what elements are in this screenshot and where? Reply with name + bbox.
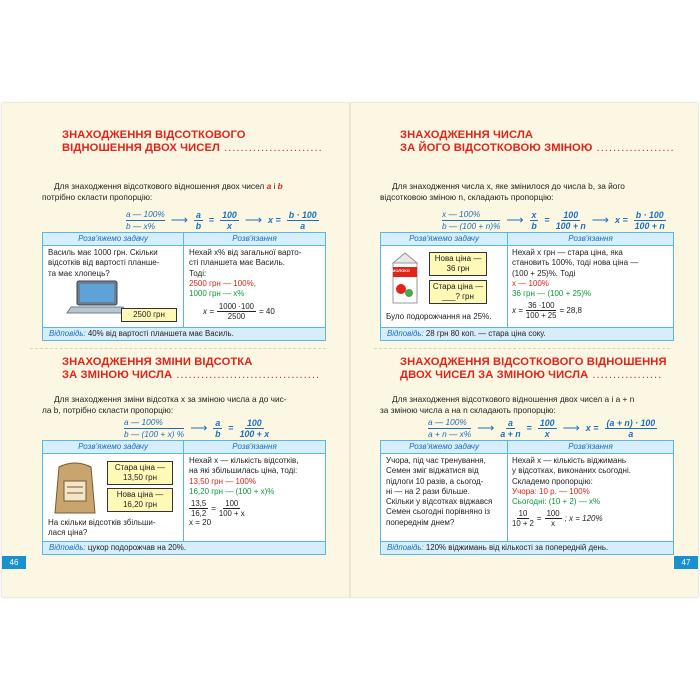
task-line: На скільки відсотків збільши- (48, 518, 156, 527)
title-line-1: ЗНАХОДЖЕННЯ ЗМІНИ ВІДСОТКА (62, 356, 253, 368)
solution-line: 16,20 грн — (100 + x)% (189, 486, 275, 496)
old-price-tag (429, 280, 487, 304)
price-tag-line: 13,50 грн (122, 473, 158, 482)
fraction-2 (556, 210, 586, 231)
proportion-line-1: a — 100% (124, 417, 184, 429)
fraction-1 (500, 418, 520, 439)
solution-header: Розв'язання (184, 441, 325, 454)
title-dots: ................. (588, 369, 663, 381)
price-tag-line: 16,20 грн (122, 500, 158, 509)
task-text (48, 518, 180, 539)
task-line: підлоги 10 разів, а сьогод- (386, 476, 484, 486)
fraction-num: 100 (546, 509, 560, 519)
book-spread (2, 103, 698, 597)
answer-text: 120% віджимань від кількості за попередній день. (423, 543, 609, 552)
conj: і (271, 181, 278, 191)
fraction-den: 100 + n (634, 220, 665, 231)
var-b: b (277, 181, 283, 191)
section-title (62, 129, 332, 155)
page-number: 47 (674, 556, 698, 569)
fraction-num: b · 100 (635, 209, 664, 220)
fraction-num: (a + n) · 100 (606, 417, 656, 428)
fraction-num: 36 ·100 (527, 301, 555, 311)
fraction-num: a (508, 417, 513, 428)
solution-line: сті планшета має Василь. (189, 258, 285, 268)
solution-line: Нехай x грн — стара ціна, яка (512, 248, 623, 257)
calc-fraction (545, 509, 562, 528)
formula-lhs: x = (615, 215, 628, 225)
fraction-num: a (215, 417, 221, 428)
task-line: Учора, під час тренування, (386, 456, 486, 465)
fraction-1 (213, 418, 222, 439)
solution-calc (189, 302, 323, 321)
fraction-num: 1000 ·100 (218, 302, 255, 312)
laptop-icon (65, 279, 129, 315)
solution-text (189, 456, 323, 528)
fraction-den: x (551, 519, 556, 529)
calc-equals: = (211, 503, 216, 513)
calc-equals: = (536, 513, 542, 523)
section-title (62, 356, 332, 382)
title-line-2 (62, 142, 332, 155)
box-divider (183, 441, 184, 541)
box-divider (183, 233, 184, 327)
solution-calc (512, 509, 670, 528)
fraction-den: a (628, 428, 634, 439)
task-text (386, 456, 506, 528)
calc-fraction (512, 509, 534, 528)
calc-lhs: x = (512, 305, 523, 315)
task-text (48, 248, 180, 279)
solution-line: Нехай x — кількість віджимань (512, 456, 627, 465)
fraction-3 (287, 210, 319, 231)
title-line-2 (400, 142, 690, 155)
title-dots: ................................... (172, 369, 321, 381)
proportion-line-2: b — x% (126, 221, 156, 231)
fraction-num: b · 100 (288, 209, 317, 220)
fraction-num: 13,5 (191, 499, 207, 509)
fraction-num: 10 (518, 509, 528, 519)
arrow-icon: ⟶ (477, 421, 495, 435)
solution-text (512, 456, 670, 528)
answer-text: цукор подорожчав на 20%. (85, 543, 187, 552)
solution-line: x — 100% (512, 278, 549, 288)
intro-text-a: Для знаходження відсоткового відношення двох чисел (54, 181, 267, 191)
price-tag-line: Стара ціна — (432, 282, 484, 291)
equals-sign: = (228, 423, 234, 433)
task-line: попереднім днем? (386, 517, 455, 527)
proportion (124, 417, 184, 439)
intro-text-b: потрібно скласти пропорцію: (42, 192, 153, 202)
fraction-3 (605, 418, 658, 439)
fraction-1 (530, 210, 539, 231)
task-line: ні — на 2 рази більше. (386, 486, 470, 496)
intro-text (380, 181, 672, 203)
fraction-den: x (544, 428, 550, 439)
fraction-den: 16,2 (191, 509, 207, 519)
price-tag: 2500 грн (121, 308, 177, 322)
task-header: Розв'яжемо задачу (381, 233, 507, 246)
fraction-2 (220, 210, 239, 231)
example-box (42, 440, 326, 555)
task-line: Семен сьогодні порівняно із (386, 507, 491, 517)
price-tag-line: Нова ціна — (434, 254, 482, 263)
formula-lhs: x = (585, 423, 599, 433)
box-divider (507, 233, 508, 327)
solution-text (512, 248, 670, 320)
intro-text (42, 181, 332, 203)
calc-fraction (219, 499, 245, 518)
fraction-den: 100 + 25 (525, 311, 557, 321)
proportion-line-2: a + n — x% (428, 429, 472, 439)
fraction-1 (194, 210, 203, 231)
arrow-icon: ⟶ (170, 213, 188, 227)
proportion-line-2: b — (100 + n)% (442, 221, 501, 231)
fraction-den: 2500 (227, 312, 246, 322)
solution-header: Розв'язання (508, 233, 673, 246)
arrow-icon: ⟶ (244, 213, 263, 227)
title-line-1: ЗНАХОДЖЕННЯ ЧИСЛА (400, 129, 534, 141)
milk-carton-icon (389, 251, 421, 305)
arrow-icon: ⟶ (190, 421, 208, 435)
calc-fraction (189, 499, 208, 518)
task-line: Скільки у відсотках віджався (386, 497, 493, 507)
formula-lhs: x = (268, 215, 281, 225)
proportion (428, 417, 471, 439)
fraction-2 (240, 418, 270, 439)
solution-line: 1000 грн — x% (189, 289, 245, 299)
fraction-den: 100 + n (555, 220, 586, 231)
task-header: Розв'яжемо задачу (43, 441, 183, 454)
solution-header: Розв'язання (184, 233, 325, 246)
example-box (42, 232, 326, 341)
solution-line: x = 20 (189, 518, 212, 528)
fraction-den: 10 + 2 (512, 519, 534, 529)
intro-line-2: за зміною числа a на n складають пропорцію: (380, 405, 556, 415)
task-line: Василь має 1000 грн. Скільки (48, 248, 158, 257)
answer-text: 28 грн 80 коп. — стара ціна соку. (423, 329, 546, 338)
box-divider (507, 441, 508, 541)
new-price-tag (429, 252, 487, 276)
title-line-1: ЗНАХОДЖЕННЯ ВІДСОТКОВОГО (62, 129, 246, 141)
fraction-den: 100 + x (239, 428, 270, 439)
solution-line: 36 грн — (100 + 25)% (512, 289, 592, 299)
calc-fraction (217, 302, 256, 321)
intro-line-2: відсотковою зміною n, складають пропорцію: (380, 192, 554, 202)
intro-text (380, 394, 672, 416)
task-text (386, 312, 506, 322)
task-line: Було подорожчання на 25%. (386, 312, 492, 321)
calc-rhs: = 28,8 (559, 305, 582, 315)
title-line-2 (400, 369, 695, 382)
fraction-den: 100 + x (218, 509, 245, 519)
solution-calc (189, 499, 323, 518)
fraction-den: b (531, 220, 537, 231)
answer-row (43, 327, 325, 340)
intro-line-1: Для знаходження числа x, яке змінилося до числа b, за його (392, 181, 625, 191)
equals-sign: = (526, 423, 532, 433)
section-title (400, 129, 690, 155)
calc-fraction (526, 301, 557, 320)
fraction-num: 100 (225, 499, 239, 509)
solution-line: 13,50 грн — 100% (189, 476, 256, 486)
proportion-line-1: a — 100% (428, 417, 471, 429)
fraction-num: x (531, 209, 537, 220)
formula-row (428, 417, 657, 439)
answer-label: Відповідь: (387, 543, 424, 552)
fraction-num: 100 (222, 209, 237, 220)
solution-line: Тоді: (189, 268, 207, 278)
task-line: та має хлопець? (48, 268, 110, 278)
answer-row (381, 327, 673, 340)
task-header: Розв'яжемо задачу (381, 441, 507, 454)
task-line: відсотків від вартості планше- (48, 258, 160, 268)
proportion-line-1: a — 100% (126, 209, 165, 219)
intro-text (42, 394, 332, 416)
solution-header: Розв'язання (508, 441, 673, 454)
fraction-num: 100 (539, 417, 555, 428)
left-page (2, 103, 350, 597)
price-tag-line: ___? грн (442, 292, 474, 301)
example-box (380, 232, 674, 341)
title-line-1: ЗНАХОДЖЕННЯ ВІДСОТКОВОГО ВІДНОШЕННЯ (400, 356, 667, 368)
answer-row (381, 541, 673, 554)
fraction-den: x (227, 220, 232, 231)
solution-text (189, 248, 323, 321)
solution-line: 2500 грн — 100%, (189, 278, 256, 288)
task-line: Семен зміг віджатися від (386, 466, 479, 476)
solution-line: становить 100%, тоді нова ціна — (512, 258, 639, 268)
title-line-2-text: ЗА ЙОГО ВІДСОТКОВОЮ ЗМІНОЮ (400, 142, 593, 154)
calc-lhs: x = (203, 306, 214, 316)
title-line-2-text: ВІДНОШЕННЯ ДВОХ ЧИСЕЛ (62, 142, 220, 154)
solution-line: Складемо пропорцію: (512, 476, 593, 486)
title-line-2 (62, 369, 332, 382)
old-price-tag (107, 461, 173, 485)
task-line: лася ціна? (48, 528, 88, 538)
formula-row (126, 209, 319, 231)
proportion-line-2: b — (100 + x) % (124, 429, 185, 439)
section-title (400, 356, 695, 382)
answer-label: Відповідь: (387, 329, 424, 338)
right-page (350, 103, 698, 597)
price-tag-line: Нова ціна — (116, 490, 164, 499)
proportion (442, 209, 500, 231)
title-line-2-text: ДВОХ ЧИСЕЛ ЗА ЗМІНОЮ ЧИСЛА (400, 369, 589, 381)
formula-row (124, 417, 269, 439)
answer-label: Відповідь: (49, 329, 86, 338)
var-a: a (266, 181, 272, 191)
solution-line: на які збільшилась ціна, тоді: (189, 466, 298, 476)
fraction-den: a + n (500, 428, 521, 439)
example-box (380, 440, 674, 555)
formula-row (442, 209, 666, 231)
new-price-tag (107, 488, 173, 512)
fraction-num: 100 (563, 209, 579, 220)
solution-line: Учора: 10 р. — 100% (512, 486, 590, 496)
price-tag-line: Стара ціна — (114, 463, 166, 472)
solution-line: у відсотках, виконаних сьогодні. (512, 466, 631, 476)
calc-rhs: = 40 (259, 306, 275, 316)
answer-text: 40% від вартості планшета має Василь. (85, 329, 234, 338)
page-number: 46 (2, 556, 26, 569)
answer-label: Відповідь: (49, 543, 86, 552)
title-dots: ................... (592, 142, 675, 154)
calc-tail: ; x = 120% (564, 513, 603, 523)
sugar-bag-icon (53, 459, 97, 515)
fraction-3 (634, 210, 666, 231)
solution-line: Нехай x — кількість відсотків, (189, 456, 299, 465)
arrow-icon: ⟶ (562, 421, 580, 435)
fraction-den: b (195, 220, 202, 231)
fraction-num: a (195, 209, 201, 220)
intro-line-2: ла b, потрібно скласти пропорцію: (42, 405, 174, 415)
fraction-2 (538, 418, 557, 439)
intro-line-1: Для знаходження відсоткового відношення двох чисел a і a + n (392, 394, 635, 404)
price-tag-line: 36 грн (446, 264, 470, 273)
solution-line: Нехай x% від загальної варто- (189, 248, 302, 257)
arrow-icon: ⟶ (506, 213, 524, 227)
fraction-num: 100 (247, 417, 262, 428)
proportion-line-1: x — 100% (442, 209, 500, 221)
solution-line: Сьогодні: (10 + 2) — x% (512, 497, 601, 507)
equals-sign: = (544, 215, 550, 225)
fraction-den: b (215, 428, 221, 439)
answer-row (43, 541, 325, 554)
solution-calc (512, 301, 670, 320)
carton-label: МОЛОКО (392, 268, 410, 273)
arrow-icon: ⟶ (591, 213, 609, 227)
task-header: Розв'яжемо задачу (43, 233, 183, 246)
proportion (126, 209, 165, 231)
intro-line-1: Для знаходження зміни відсотка x за зміною числа a до чис- (54, 394, 287, 404)
fraction-den: a (300, 220, 306, 231)
title-line-2-text: ЗА ЗМІНОЮ ЧИСЛА (62, 369, 173, 381)
solution-line: (100 + 25)%. Тоді (512, 268, 576, 278)
equals-sign: = (208, 215, 215, 225)
title-dots: ........................ (219, 142, 323, 154)
